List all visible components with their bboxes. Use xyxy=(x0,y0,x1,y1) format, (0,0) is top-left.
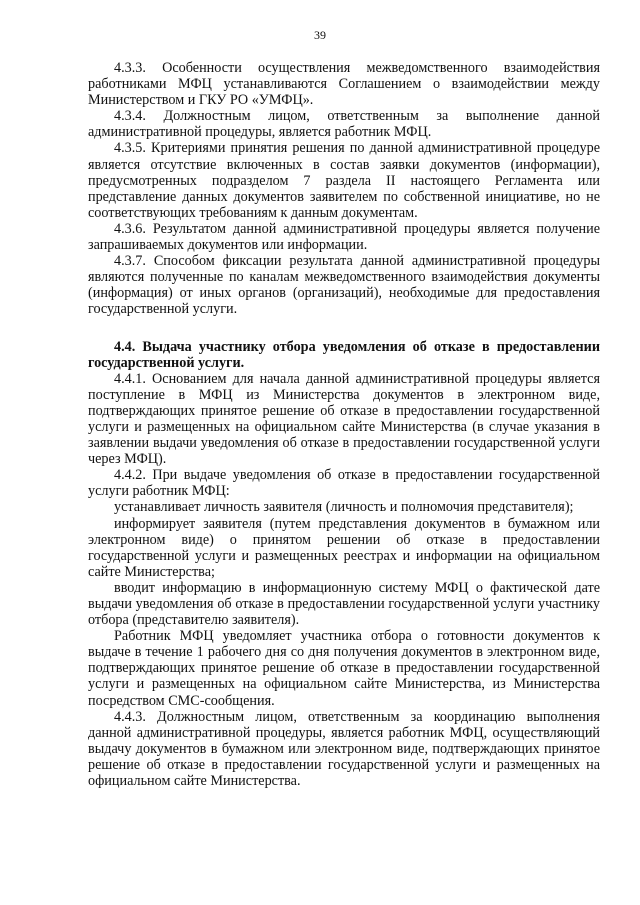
paragraph-4-3-4: 4.3.4. Должностным лицом, ответственным за выполнение данной административной процедуры, является работник МФЦ. xyxy=(88,108,600,141)
paragraph-4-3-3: 4.3.3. Особенности осуществления межведомственного взаимодействия работниками МФЦ устанавливаются Соглашением о взаимодействии между Министерством и ГКУ РО «УМФЦ». xyxy=(88,60,600,109)
paragraph-4-3-5: 4.3.5. Критериями принятия решения по данной административной процедуре является отсутствие включенных в состав заявки документов (информации), предусмотренных подразделом 7 раздела II настоящего Регламента или представление данных документов заявителем по собственной инициативе, но не соответствующих требованиям к данным документам. xyxy=(88,140,600,221)
paragraph-4-3-6: 4.3.6. Результатом данной административной процедуры является получение запрашиваемых документов или информации. xyxy=(88,220,600,254)
paragraph-4-4-3: 4.4.3. Должностным лицом, ответственным за координацию выполнения данной административной процедуры, является работник МФЦ, осуществляющий выдачу документов в бумажном или электронном виде, подтверждающих принятое решение об отказе в предоставлении государственной услуги и размещенных на официальном сайте Министерства. xyxy=(88,708,600,790)
list-item-identity: устанавливает личность заявителя (личность и полномочия представителя); xyxy=(114,499,574,516)
page-number: 39 xyxy=(314,28,326,42)
paragraph-notification: Работник МФЦ уведомляет участника отбора о готовности документов к выдаче в течение 1 рабочего дня со дня получения документов в электронном виде, подтверждающих принятое решение об отказе в предоставлении государственной услуги и размещенных на официальном сайте Министерства, из Министерства посредством СМС-сообщения. xyxy=(88,628,600,709)
paragraph-4-3-7: 4.3.7. Способом фиксации результата данной административной процедуры являются полученные по каналам межведомственного взаимодействия документы (информация) от иных органов (организаций), необходимые для предоставления государственной услуги. xyxy=(88,253,600,318)
list-item-inform: информирует заявителя (путем представления документов в бумажном или электронном виде) о принятом решении об отказе в предоставлении государственной услуги и размещенных реестрах и информации на официальном сайте Министерства; xyxy=(88,515,600,580)
paragraph-4-4-2: 4.4.2. При выдаче уведомления об отказе в предоставлении государственной услуги работник МФЦ: xyxy=(88,467,600,500)
list-item-enter-info: вводит информацию в информационную систему МФЦ о фактической дате выдачи уведомления об отказе в предоставлении государственной услуги участнику отбора (представителю заявителя). xyxy=(88,579,600,629)
paragraph-4-4-1: 4.4.1. Основанием для начала данной административной процедуры является поступление в МФЦ из Министерства документов в электронном виде, подтверждающих принятое решение об отказе в предоставлении государственной услуги и размещенных на официальном сайте Министерства (в случае указания в заявлении выдачи уведомления об отказе в предоставлении государственной услуги через МФЦ). xyxy=(88,370,600,468)
section-heading-4-4: 4.4. Выдача участнику отбора уведомления об отказе в предоставлении государственной услуги. xyxy=(88,338,600,371)
